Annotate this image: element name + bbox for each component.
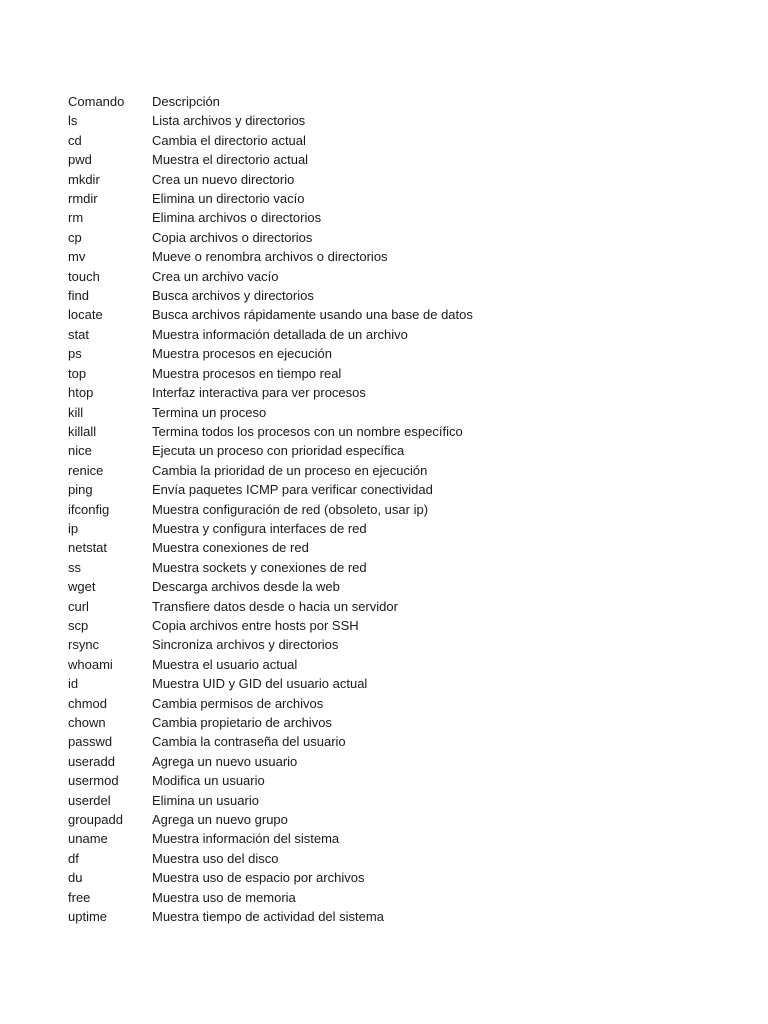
table-row xyxy=(68,829,473,848)
description-cell: Muestra configuración de red (obsoleto, usar ip) xyxy=(152,501,429,517)
table-row xyxy=(68,752,473,771)
table-row xyxy=(68,305,473,324)
command-cell: useradd xyxy=(68,753,115,769)
table-header-row xyxy=(68,92,473,111)
command-cell: wget xyxy=(68,579,96,595)
command-cell: ss xyxy=(68,559,81,575)
description-cell: Muestra conexiones de red xyxy=(152,540,309,556)
description-cell: Interfaz interactiva para ver procesos xyxy=(152,385,366,401)
table-row xyxy=(68,480,473,499)
command-cell: ifconfig xyxy=(68,501,110,517)
table-row xyxy=(68,538,473,557)
command-cell: uname xyxy=(68,831,108,847)
table-row xyxy=(68,170,473,189)
description-cell: Cambia el directorio actual xyxy=(152,132,306,148)
description-cell: Descarga archivos desde la web xyxy=(152,579,340,595)
command-cell: stat xyxy=(68,326,89,342)
description-cell: Copia archivos o directorios xyxy=(152,229,313,245)
description-cell: Elimina archivos o directorios xyxy=(152,210,322,226)
command-cell: ping xyxy=(68,482,93,498)
table-row xyxy=(68,868,473,887)
description-cell: Muestra uso de espacio por archivos xyxy=(152,870,365,886)
table-row xyxy=(68,558,473,577)
header-description: Descripción xyxy=(152,94,220,109)
table-row xyxy=(68,655,473,674)
table-row xyxy=(68,111,473,130)
table-row xyxy=(68,849,473,868)
table-row xyxy=(68,383,473,402)
command-cell: htop xyxy=(68,385,94,401)
table-row xyxy=(68,616,473,635)
table-row xyxy=(68,441,473,460)
command-cell: killall xyxy=(68,423,97,439)
command-cell: renice xyxy=(68,462,104,478)
table-row xyxy=(68,597,473,616)
description-cell: Ejecuta un proceso con prioridad específica xyxy=(152,443,405,459)
table-row xyxy=(68,888,473,907)
table-row xyxy=(68,635,473,654)
table-row xyxy=(68,810,473,829)
command-cell: groupadd xyxy=(68,812,123,828)
description-cell: Muestra y configura interfaces de red xyxy=(152,520,367,536)
description-cell: Sincroniza archivos y directorios xyxy=(152,637,339,653)
command-cell: free xyxy=(68,889,91,905)
description-cell: Cambia la prioridad de un proceso en ejecución xyxy=(152,462,428,478)
command-cell: cd xyxy=(68,132,82,148)
description-cell: Muestra el usuario actual xyxy=(152,656,298,672)
command-cell: ls xyxy=(68,113,78,129)
table-row xyxy=(68,228,473,247)
table-row xyxy=(68,694,473,713)
command-cell: rmdir xyxy=(68,191,98,207)
command-cell: userdel xyxy=(68,792,111,808)
table-row xyxy=(68,247,473,266)
description-cell: Muestra procesos en ejecución xyxy=(152,346,332,362)
table-row xyxy=(68,325,473,344)
table-row xyxy=(68,150,473,169)
description-cell: Muestra uso del disco xyxy=(152,850,279,866)
table-row xyxy=(68,422,473,441)
command-cell: scp xyxy=(68,617,89,633)
description-cell: Modifica un usuario xyxy=(152,773,265,789)
command-cell: chmod xyxy=(68,695,108,711)
table-row xyxy=(68,674,473,693)
table-row xyxy=(68,131,473,150)
command-cell: touch xyxy=(68,268,100,284)
command-cell: uptime xyxy=(68,909,108,925)
table-row xyxy=(68,771,473,790)
command-cell: cp xyxy=(68,229,82,245)
description-cell: Muestra procesos en tiempo real xyxy=(152,365,342,381)
description-cell: Lista archivos y directorios xyxy=(152,113,306,129)
description-cell: Elimina un usuario xyxy=(152,792,259,808)
command-cell: df xyxy=(68,850,79,866)
table-row xyxy=(68,500,473,519)
description-cell: Termina un proceso xyxy=(152,404,267,420)
command-cell: chown xyxy=(68,715,106,730)
description-cell: Cambia permisos de archivos xyxy=(152,695,324,711)
description-cell: Envía paquetes ICMP para verificar conectividad xyxy=(152,482,433,498)
table-row xyxy=(68,907,473,926)
description-cell: Elimina un directorio vacío xyxy=(152,191,305,207)
command-cell: nice xyxy=(68,443,92,459)
command-cell: mv xyxy=(68,249,86,265)
description-cell: Cambia la contraseña del usuario xyxy=(152,734,346,750)
description-cell: Muestra UID y GID del usuario actual xyxy=(152,676,368,692)
description-cell: Mueve o renombra archivos o directorios xyxy=(152,249,388,265)
command-cell: find xyxy=(68,288,89,304)
description-cell: Busca archivos rápidamente usando una base de datos xyxy=(152,307,473,323)
command-cell: passwd xyxy=(68,734,113,750)
command-cell: du xyxy=(68,870,83,886)
description-cell: Termina todos los procesos con un nombre específico xyxy=(152,423,463,439)
description-cell: Muestra tiempo de actividad del sistema xyxy=(152,909,384,925)
description-cell: Crea un nuevo directorio xyxy=(152,171,295,187)
command-cell: netstat xyxy=(68,540,108,556)
description-cell: Muestra información detallada de un archivo xyxy=(152,326,408,342)
table-row xyxy=(68,732,473,751)
table-row xyxy=(68,713,473,732)
description-cell: Transfiere datos desde o hacia un servidor xyxy=(152,598,398,614)
description-cell: Busca archivos y directorios xyxy=(152,288,314,304)
description-cell: Agrega un nuevo grupo xyxy=(152,812,288,828)
command-cell: pwd xyxy=(68,152,92,168)
command-cell: rm xyxy=(68,210,84,226)
command-cell: whoami xyxy=(68,656,113,672)
commands-table xyxy=(68,92,473,926)
table-row xyxy=(68,344,473,363)
table-row xyxy=(68,461,473,480)
table-row xyxy=(68,403,473,422)
table-row xyxy=(68,791,473,810)
command-cell: curl xyxy=(68,598,89,614)
header-command: Comando xyxy=(68,94,125,109)
description-cell: Copia archivos entre hosts por SSH xyxy=(152,617,359,633)
table-row xyxy=(68,189,473,208)
command-cell: locate xyxy=(68,307,103,323)
command-cell: id xyxy=(68,676,79,692)
table-row xyxy=(68,267,473,286)
description-cell: Muestra uso de memoria xyxy=(152,889,296,905)
description-cell: Crea un archivo vacío xyxy=(152,268,279,284)
command-cell: mkdir xyxy=(68,171,100,187)
table-row xyxy=(68,286,473,305)
description-cell: Cambia propietario de archivos xyxy=(152,715,332,730)
command-cell: ip xyxy=(68,520,79,536)
table-row xyxy=(68,364,473,383)
command-cell: usermod xyxy=(68,773,119,789)
description-cell: Muestra información del sistema xyxy=(152,831,340,847)
description-cell: Agrega un nuevo usuario xyxy=(152,753,298,769)
command-cell: top xyxy=(68,365,87,381)
command-cell: ps xyxy=(68,346,82,362)
description-cell: Muestra el directorio actual xyxy=(152,152,309,168)
command-cell: rsync xyxy=(68,637,100,653)
table-body xyxy=(68,111,473,926)
table-row xyxy=(68,577,473,596)
description-cell: Muestra sockets y conexiones de red xyxy=(152,559,367,575)
table-row xyxy=(68,519,473,538)
table-row xyxy=(68,208,473,227)
command-cell: kill xyxy=(68,404,84,420)
